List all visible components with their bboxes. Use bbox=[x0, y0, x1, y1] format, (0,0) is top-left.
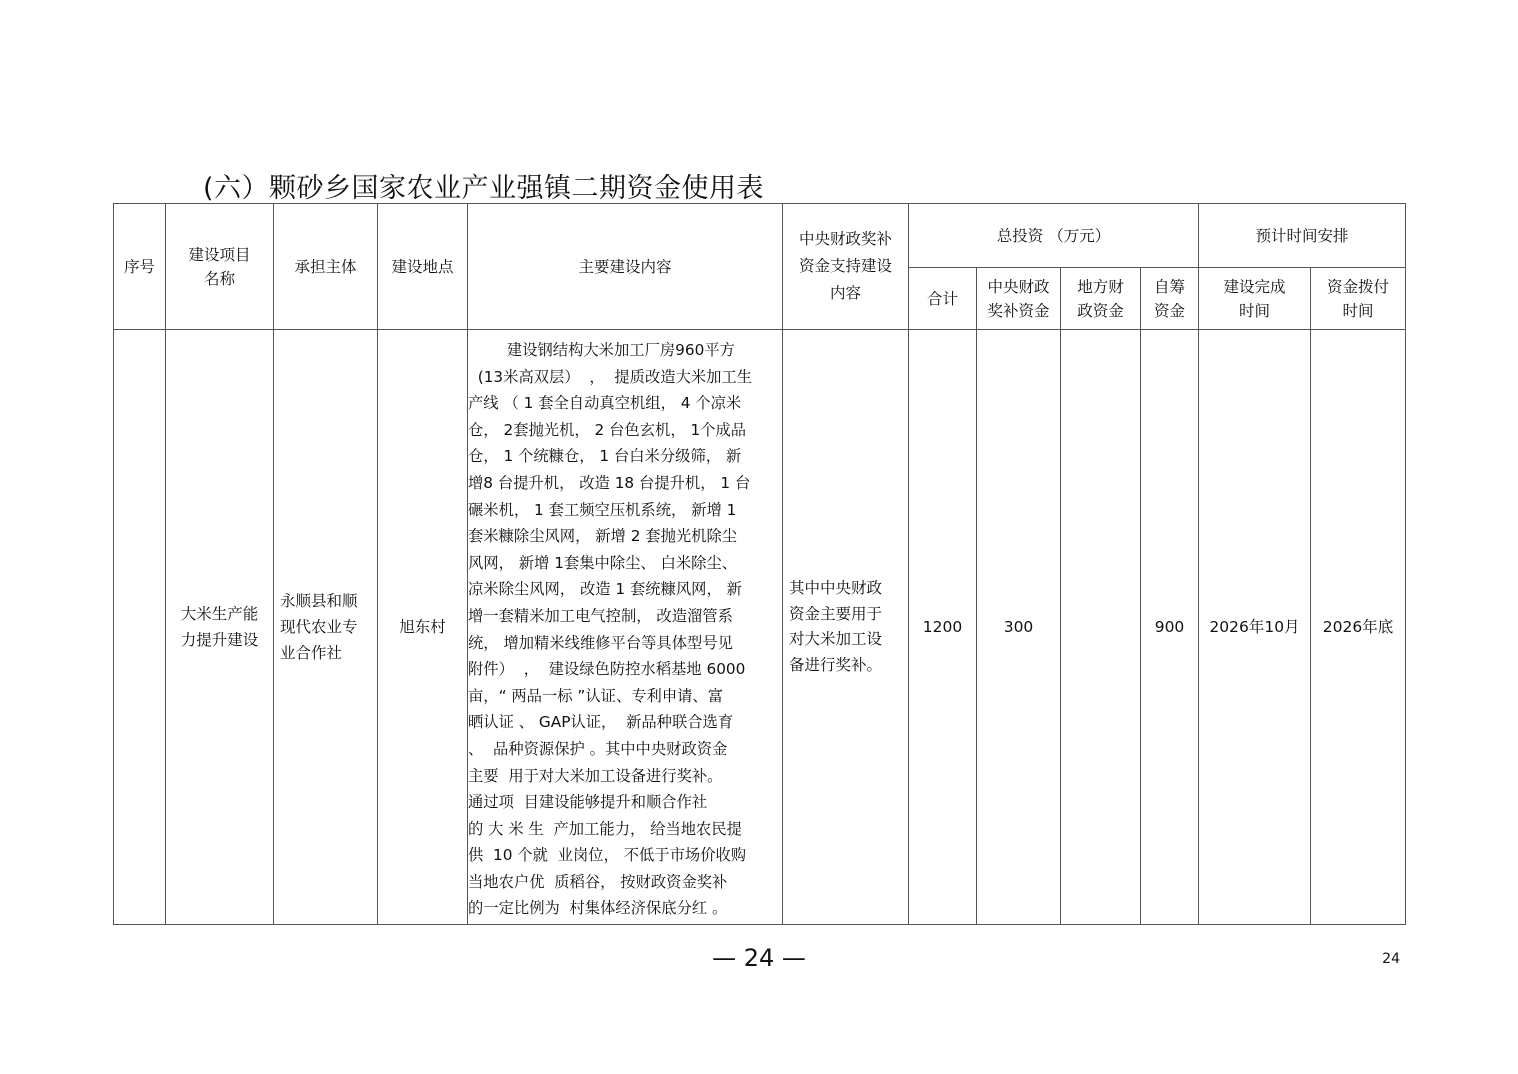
header-location: 建设地点 bbox=[378, 204, 468, 330]
cell-disbursement-time: 2026年底 bbox=[1311, 330, 1406, 925]
header-local-fund: 地方财 政资金 bbox=[1061, 268, 1141, 330]
header-central-support: 中央财政奖补 资金支持建设 内容 bbox=[783, 204, 909, 330]
table-row bbox=[114, 330, 1406, 925]
header-completion-time: 建设完成 时间 bbox=[1199, 268, 1311, 330]
cell-local-fund bbox=[1061, 330, 1141, 925]
header-schedule: 预计时间安排 bbox=[1199, 204, 1406, 268]
fund-usage-table bbox=[113, 203, 1406, 925]
header-project-name: 建设项目 名称 bbox=[166, 204, 274, 330]
cell-central-fund: 300 bbox=[977, 330, 1061, 925]
cell-location: 旭东村 bbox=[378, 330, 468, 925]
header-seq: 序号 bbox=[114, 204, 166, 330]
cell-undertaker: 永顺县和顺 现代农业专 业合作社 bbox=[274, 330, 378, 925]
header-self-fund: 自筹 资金 bbox=[1141, 268, 1199, 330]
cell-central-support: 其中中央财政 资金主要用于 对大米加工设 备进行奖补。 bbox=[783, 330, 909, 925]
header-undertaker: 承担主体 bbox=[274, 204, 378, 330]
cell-completion-time: 2026年10月 bbox=[1199, 330, 1311, 925]
header-disbursement-time: 资金拨付 时间 bbox=[1311, 268, 1406, 330]
cell-seq bbox=[114, 330, 166, 925]
page-title: (六）颗砂乡国家农业产业强镇二期资金使用表 bbox=[203, 173, 765, 204]
header-central-fund: 中央财政 奖补资金 bbox=[977, 268, 1061, 330]
cell-self-fund: 900 bbox=[1141, 330, 1199, 925]
cell-main-content bbox=[468, 330, 783, 925]
header-total-investment: 总投资 （万元） bbox=[909, 204, 1199, 268]
page-footer: — 24 — bbox=[712, 944, 806, 972]
page-number: 24 bbox=[1382, 951, 1400, 967]
main-content-text: 建设钢结构大米加工厂房960平方 (13米高双层） ， 提质改造大米加工生 产线 （ 1 套全自动真空机组， 4 个凉米 仓， 2套抛光机， 2 台色玄机， 1个成品 仓， 1 个统糠仓， 1 台白米分级筛， 新 增8 台提升机， 改造 18 台提升机， 1 台 碾米机， 1 套工频空压机系统， 新增 1 套米糠除尘风网， 新增 2 套抛光机除尘 风网， 新增 1套集中除尘、 白米除尘、 凉米除尘风网， 改造 1 套统糠风网， 新 增一套精米加工电气控制， 改造溜管系 统， 增加精米线维修平台等具体型号见 附件） ， 建设绿色防控水稻基地 6000 亩，“ 两品一标 ”认证、专利申请、富 晒认证 、 GAP认证， 新品种联合选育 、 品种资源保护 。其中中央财政资金 主要 用于对大米加工设备进行奖补。 通过项 目建设能够提升和顺合作社 的 大 米 生 产加工能力， 给当地农民提 供 10 个就 业岗位， 不低于市场价收购 当地农户优 质稻谷， 按财政资金奖补 的一定比例为 村集体经济保底分红 。 bbox=[468, 341, 753, 918]
header-main-content: 主要建设内容 bbox=[468, 204, 783, 330]
cell-project-name: 大米生产能 力提升建设 bbox=[166, 330, 274, 925]
cell-sum: 1200 bbox=[909, 330, 977, 925]
header-sum: 合计 bbox=[909, 268, 977, 330]
